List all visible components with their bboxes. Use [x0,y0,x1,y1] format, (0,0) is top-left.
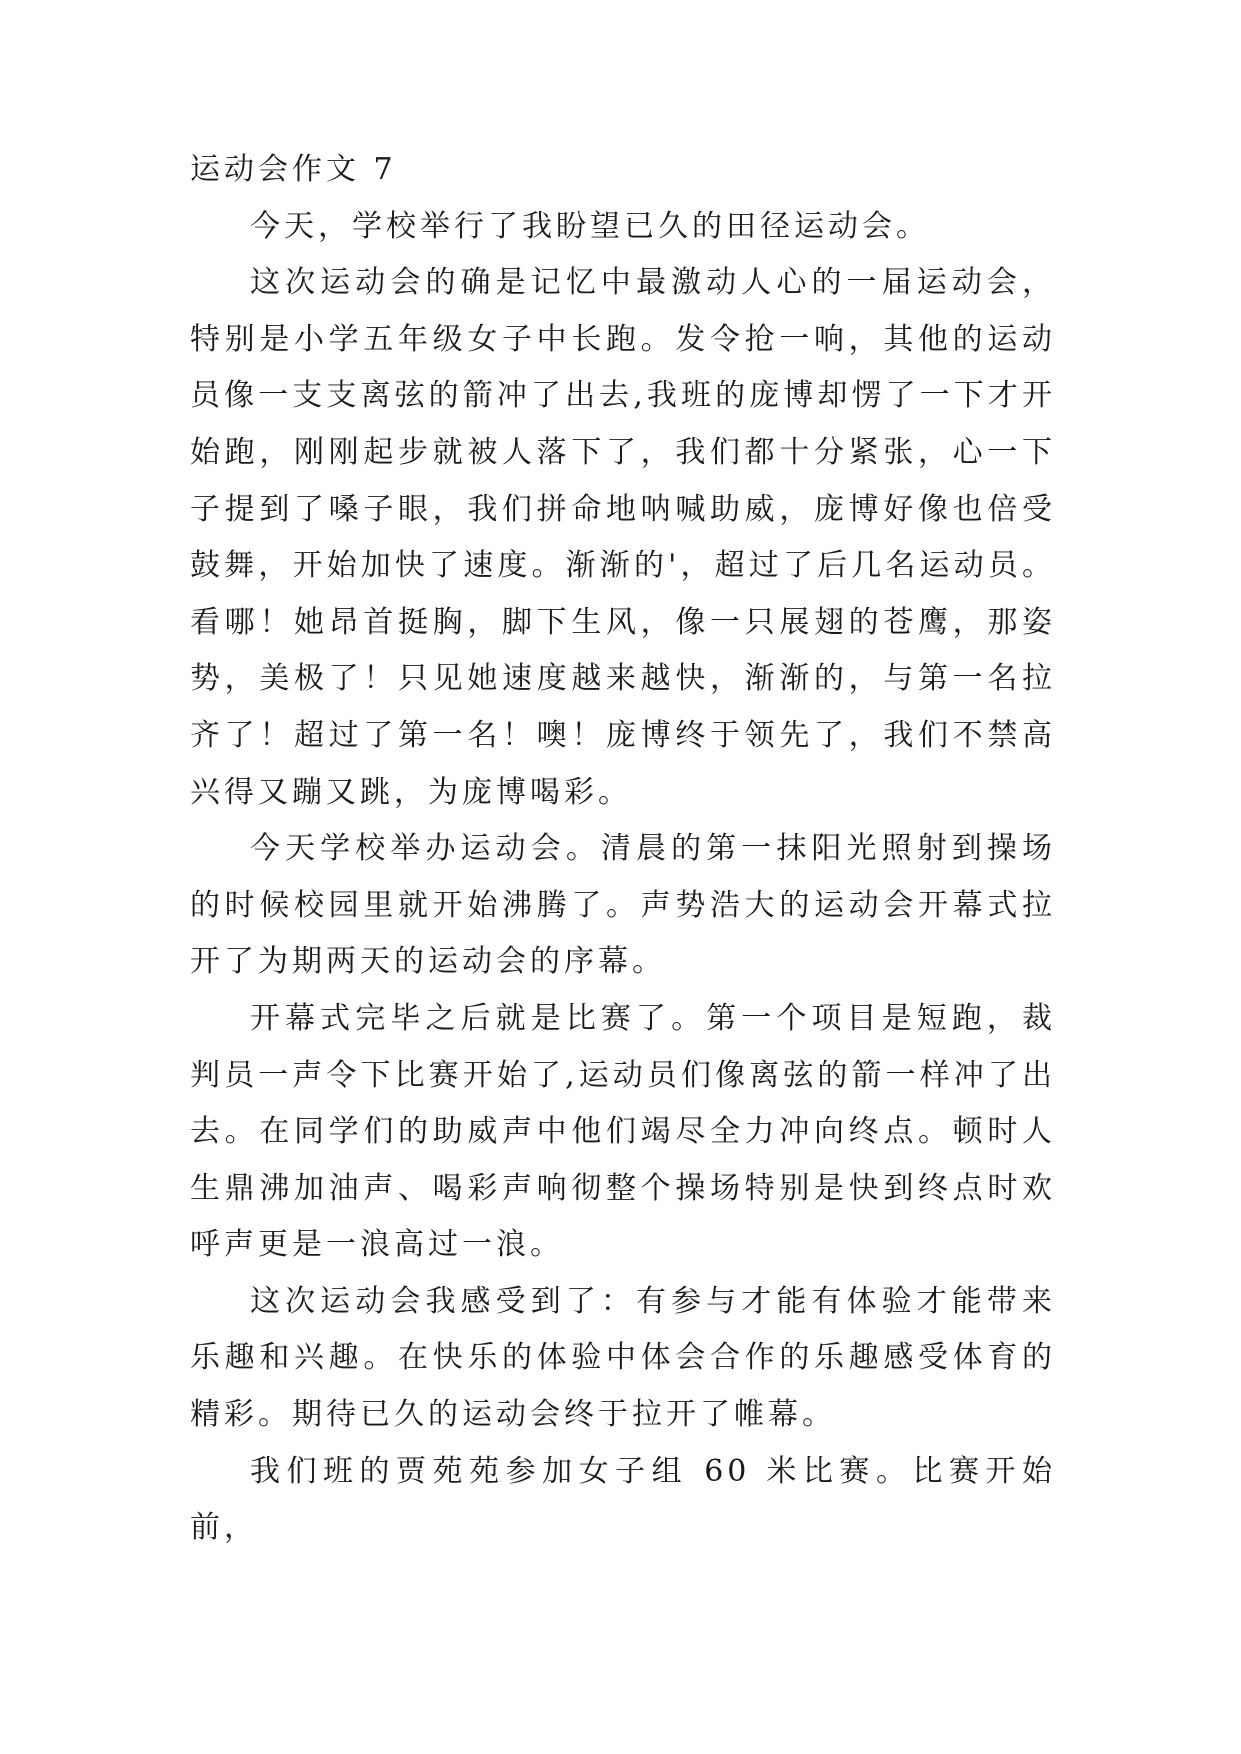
paragraph: 今天，学校举行了我盼望已久的田径运动会。 [250,208,930,244]
document-title: 运动会作文 7 [190,152,397,187]
paragraph: 这次运动会的确是记忆中最激动人心的一届运动会，特别是小学五年级女子中长跑。发令抢一响，其他的运动员像一支支离弦的箭冲了出去,我班的庞博却愣了一下才开始跑，刚刚起步就被人落下了，我们都十分紧张，心一下子提到了嗓子眼，我们拼命地呐喊助威，庞博好像也倍受鼓舞，开始加快了速度。渐渐的'，超过了后几名运动员。看哪！她昂首挺胸，脚下生风，像一只展翅的苍鹰，那姿势，美极了！只见她速度越来越快，渐渐的，与第一名拉齐了！超过了第一名！噢！庞博终于领先了，我们不禁高兴得又蹦又跳，为庞博喝彩。 [190,265,1056,810]
paragraph: 我们班的贾苑苑参加女子组 60 米比赛。比赛开始前， [190,1453,1056,1546]
document-body [190,142,1056,1557]
paragraph: 今天学校举办运动会。清晨的第一抹阳光照射到操场的时候校园里就开始沸腾了。声势浩大的运动会开幕式拉开了为期两天的运动会的序幕。 [190,831,1056,980]
paragraph: 开幕式完毕之后就是比赛了。第一个项目是短跑，裁判员一声令下比赛开始了,运动员们像离弦的箭一样冲了出去。在同学们的助威声中他们竭尽全力冲向终点。顿时人生鼎沸加油声、喝彩声响彻整个操场特别是快到终点时欢呼声更是一浪高过一浪。 [190,1000,1056,1263]
paragraph: 这次运动会我感受到了：有参与才能有体验才能带来乐趣和兴趣。在快乐的体验中体会合作的乐趣感受体育的精彩。期待已久的运动会终于拉开了帷幕。 [190,1283,1056,1433]
